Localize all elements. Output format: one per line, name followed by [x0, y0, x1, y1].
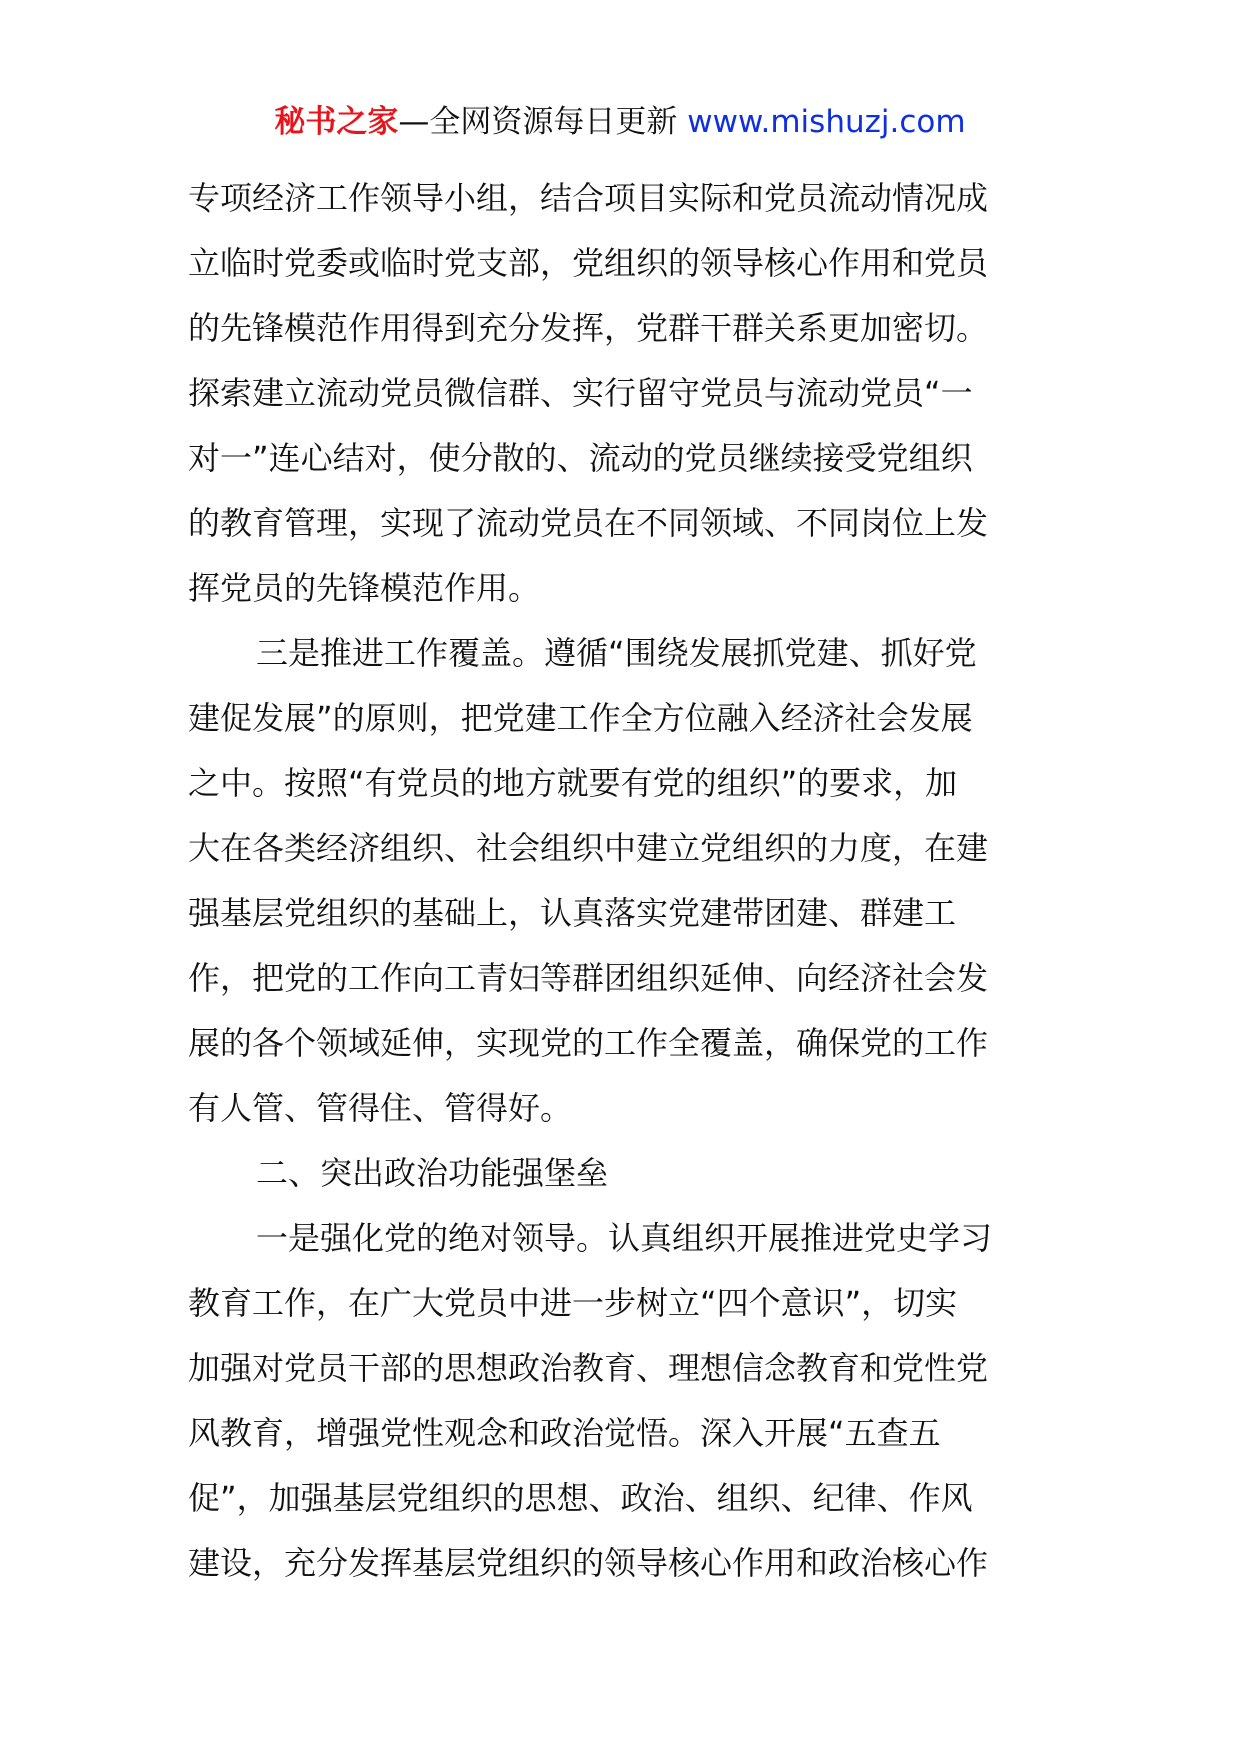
text-line: 对一”连心结对，使分散的、流动的党员继续接受党组织 — [188, 439, 973, 477]
paragraph-start-line: 三是推进工作覆盖。遵循“围绕发展抓党建、抓好党 — [256, 634, 977, 672]
paragraph-start-line: 一是强化党的绝对领导。认真组织开展推进党史学习 — [256, 1219, 993, 1257]
text-line: 大在各类经济组织、社会组织中建立党组织的力度，在建 — [188, 829, 989, 867]
text-line: 的教育管理，实现了流动党员在不同领域、不同岗位上发 — [188, 504, 989, 542]
site-brand: 秘书之家 — [274, 104, 399, 140]
text-line: 强基层党组织的基础上，认真落实党建带团建、群建工 — [188, 894, 957, 932]
text-line: 风教育，增强党性观念和政治觉悟。深入开展“五查五 — [188, 1414, 941, 1452]
site-slogan: —全网资源每日更新 — [398, 104, 688, 140]
text-line: 促”，加强基层党组织的思想、政治、组织、纪律、作风 — [188, 1479, 973, 1517]
text-line: 挥党员的先锋模范作用。 — [188, 569, 541, 607]
text-line: 之中。按照“有党员的地方就要有党的组织”的要求，加 — [188, 764, 958, 802]
text-line: 专项经济工作领导小组，结合项目实际和党员流动情况成 — [188, 179, 989, 217]
text-line: 建设，充分发挥基层党组织的领导核心作用和政治核心作 — [188, 1544, 989, 1582]
document-body — [188, 166, 1058, 1596]
text-line: 展的各个领域延伸，实现党的工作全覆盖，确保党的工作 — [188, 1024, 989, 1062]
site-url-link[interactable]: www.mishuzj.com — [687, 104, 966, 140]
text-line: 的先锋模范作用得到充分发挥，党群干群关系更加密切。 — [188, 309, 989, 347]
text-line: 探索建立流动党员微信群、实行留守党员与流动党员“一 — [188, 374, 973, 412]
text-line: 教育工作，在广大党员中进一步树立“四个意识”，切实 — [188, 1284, 958, 1322]
text-line: 有人管、管得住、管得好。 — [188, 1089, 573, 1127]
text-line: 加强对党员干部的思想政治教育、理想信念教育和党性党 — [188, 1349, 989, 1387]
text-line: 作，把党的工作向工青妇等群团组织延伸、向经济社会发 — [188, 959, 989, 997]
text-line: 建促发展”的原则，把党建工作全方位融入经济社会发展 — [188, 699, 973, 737]
site-header — [0, 100, 1240, 144]
text-line: 立临时党委或临时党支部，党组织的领导核心作用和党员 — [188, 244, 989, 282]
section-heading: 二、突出政治功能强堡垒 — [256, 1154, 609, 1192]
